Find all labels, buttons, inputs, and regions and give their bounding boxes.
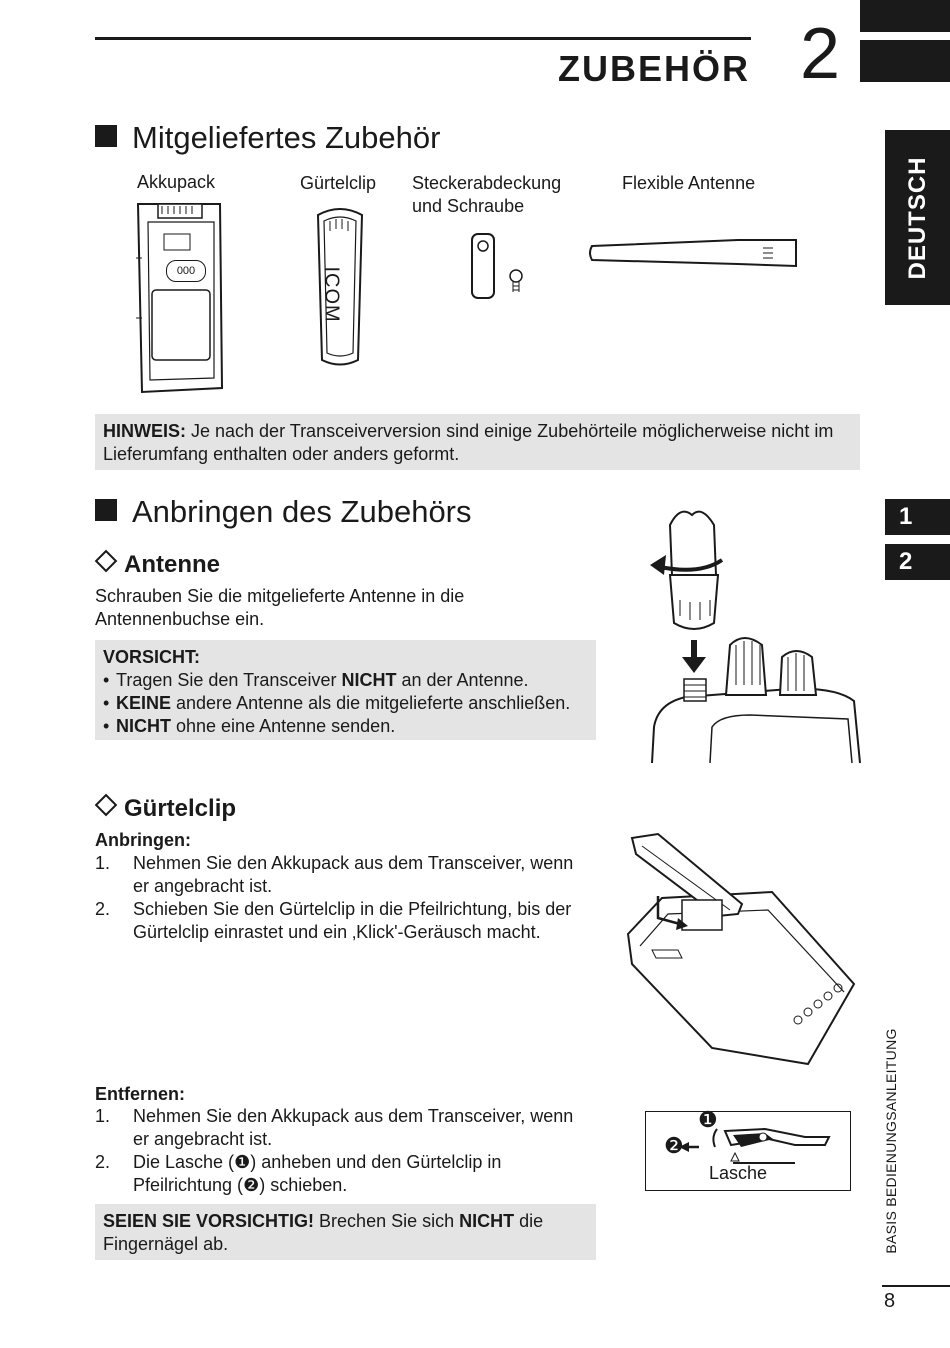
antenna-attach-illustration bbox=[640, 505, 860, 765]
label-battery: Akkupack bbox=[137, 172, 216, 192]
warning-box: SEIEN SIE VORSICHTIG! Brechen Sie sich NICHT die Fingernägel ab. bbox=[95, 1204, 596, 1260]
diamond-icon bbox=[95, 550, 118, 573]
chapter-number: 2 bbox=[800, 14, 841, 94]
icom-logo: ICOM bbox=[320, 266, 343, 323]
section-heading-supplied: Mitgeliefertes Zubehör bbox=[95, 120, 440, 156]
battery-pack-illustration bbox=[130, 198, 230, 398]
label-jackcover: Steckerabdeckung und Schraube bbox=[412, 173, 562, 216]
step-item: 2. Schieben Sie den Gürtelclip in die Pfeilrichtung, bis der Gürtelclip einrastet und ein ‚Klick'-Geräusch macht. bbox=[95, 899, 572, 942]
remove-steps bbox=[95, 1105, 580, 1197]
chapter-bar bbox=[860, 40, 950, 82]
remove-label: Entfernen: bbox=[95, 1084, 185, 1104]
square-bullet-icon bbox=[95, 125, 117, 147]
header-rule bbox=[95, 37, 751, 40]
subheading-antenna: Antenne bbox=[95, 551, 220, 579]
jack-cover-illustration bbox=[466, 230, 536, 302]
battery-badge: 000 bbox=[166, 260, 206, 282]
section-heading-attaching: Anbringen des Zubehörs bbox=[95, 494, 472, 530]
marker-2: ❷ bbox=[664, 1133, 684, 1158]
attach-label: Anbringen: bbox=[95, 830, 191, 850]
caution-bullet: • KEINE andere Antenne als die mitgelieferte anschließen. bbox=[103, 693, 571, 713]
label-antenna: Flexible Antenne bbox=[622, 173, 756, 193]
caution-bullet: • NICHT ohne eine Antenne senden. bbox=[103, 716, 396, 736]
language-tab: DEUTSCH bbox=[885, 130, 950, 305]
marker-1: ❶ bbox=[698, 1107, 718, 1132]
square-bullet-icon bbox=[95, 499, 117, 521]
section-tab-1: 1 bbox=[885, 499, 950, 535]
beltclip-attach-illustration bbox=[622, 834, 860, 1066]
attach-steps bbox=[95, 852, 580, 944]
flexible-antenna-illustration bbox=[588, 236, 800, 270]
chapter-title: ZUBEHÖR bbox=[558, 48, 750, 89]
diamond-icon bbox=[95, 794, 118, 817]
antenna-instruction: Schrauben Sie die mitgelieferte Antenne in die Antennenbuchse ein. bbox=[95, 586, 465, 629]
label-beltclip: Gürtelclip bbox=[300, 173, 377, 193]
lasche-label: Lasche bbox=[709, 1163, 768, 1183]
step-item: 1. Nehmen Sie den Akkupack aus dem Transceiver, wenn er angebracht ist. bbox=[95, 1106, 574, 1149]
page-number: 8 bbox=[884, 1290, 896, 1312]
step-item: 2. Die Lasche (❶) anheben und den Gürtelclip in Pfeilrichtung (❷) schieben. bbox=[95, 1152, 502, 1195]
caution-title: VORSICHT: bbox=[103, 647, 201, 667]
manual-name: BASIS BEDIENUNGSANLEITUNG bbox=[883, 1028, 899, 1254]
note-box: HINWEIS: Je nach der Transceiverversion sind einige Zubehörteile möglicherweise nicht im Lieferumfang enthalten oder anders geformt. bbox=[95, 414, 860, 470]
section-tab-2: 2 bbox=[885, 544, 950, 580]
caution-box bbox=[95, 640, 596, 740]
subheading-beltclip: Gürtelclip bbox=[95, 795, 236, 823]
chapter-bar bbox=[860, 0, 950, 32]
caution-bullet: • Tragen Sie den Transceiver NICHT an der Antenne. bbox=[103, 670, 529, 690]
page-rule bbox=[882, 1285, 950, 1287]
step-item: 1. Nehmen Sie den Akkupack aus dem Transceiver, wenn er angebracht ist. bbox=[95, 853, 574, 896]
